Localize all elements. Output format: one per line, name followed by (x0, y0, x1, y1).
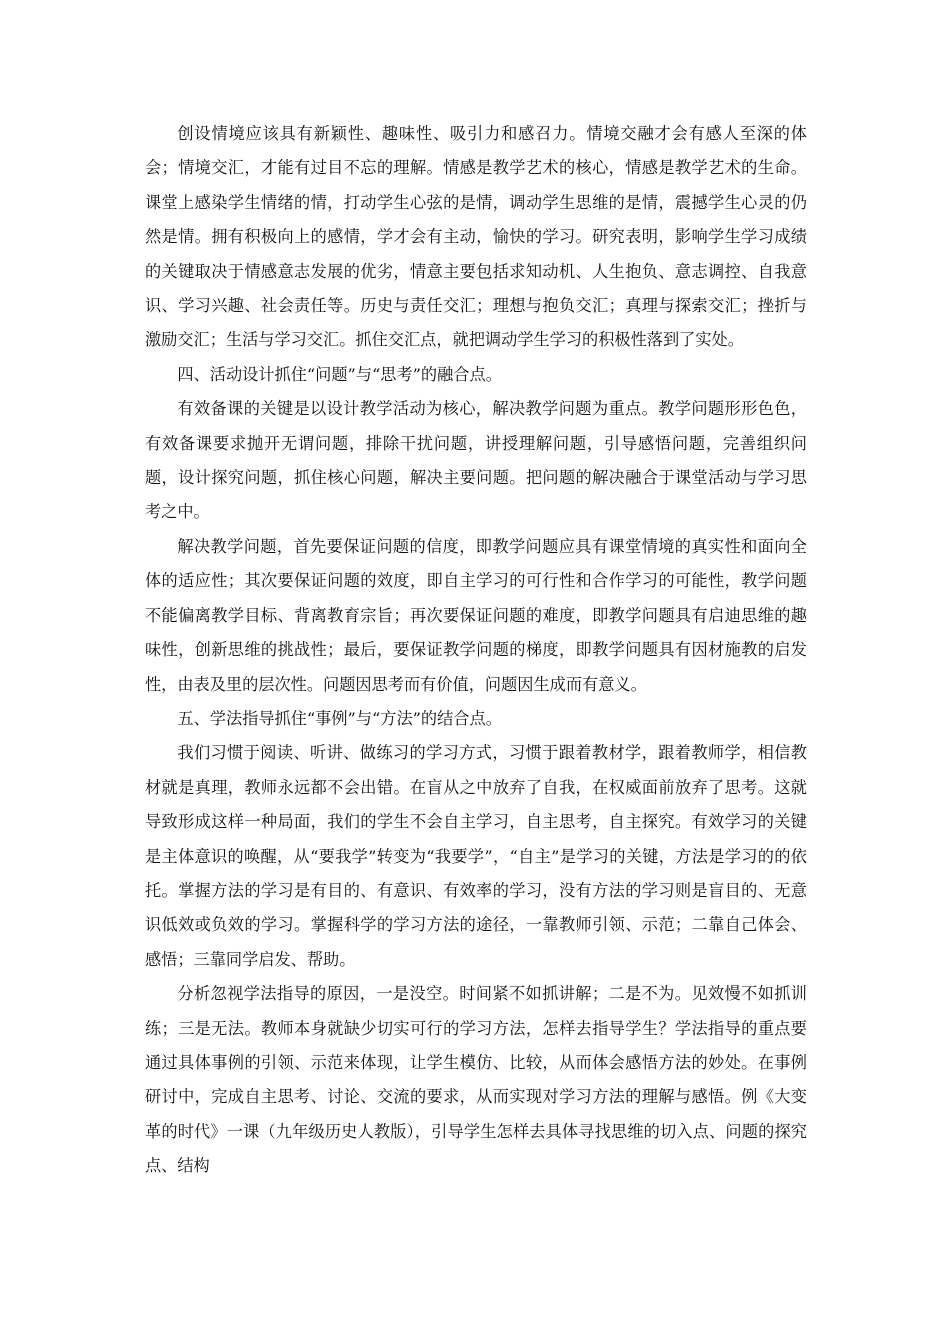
paragraph-solving-problems: 解决教学问题，首先要保证问题的信度，即教学问题应具有课堂情境的真实性和面向全体的适应性；其次要保证问题的效度，即自主学习的可行性和合作学习的可能性，教学问题不能偏离教学目标、背离教育宗旨；再次要保证问题的难度，即教学问题具有启迪思维的趣味性，创新思维的挑战性；最后，要保证教学问题的梯度，即教学问题具有因材施教的启发性，由表及里的层次性。问题因思考而有价值，问题因生成而有意义。 (145, 536, 807, 694)
paragraph-effective-lesson-prep: 有效备课的关键是以设计教学活动为核心，解决教学问题为重点。教学问题形形色色，有效备课要求抛开无谓问题，排除干扰问题，讲授理解问题，引导感悟问题，完善组织问题，设计探究问题，抓住核心问题，解决主要问题。把问题的解决融合于课堂活动与学习思考之中。 (145, 399, 807, 522)
paragraph-learning-habits: 我们习惯于阅读、听讲、做练习的学习方式，习惯于跟着教材学，跟着教师学，相信教材就是真理，教师永远都不会出错。在盲从之中放弃了自我，在权威面前放弃了思考。这就导致形成这样一种局面，我们的学生不会自主学习，自主思考，自主探究。有效学习的关键是主体意识的唤醒，从“要我学”转变为“我要学”，“自主”是学习的关键，方法是学习的的依托。掌握方法的学习是有目的、有意识、有效率的学习，没有方法的学习则是盲目的、无意识低效或负效的学习。掌握科学的学习方法的途径，一靠教师引领、示范；二靠自己体会、感悟；三靠同学启发、帮助。 (145, 743, 807, 969)
heading-section-four: 四、活动设计抓住“问题”与“思考”的融合点。 (177, 364, 502, 384)
paragraph-method-guidance: 分析忽视学法指导的原因，一是没空。时间紧不如抓讲解；二是不为。见效慢不如抓训练；三是无法。教师本身就缺少切实可行的学习方法，怎样去指导学生？学法指导的重点要通过具体事例的引领、示范来体现，让学生模仿、比较，从而体会感悟方法的妙处。在事例研讨中，完成自主思考、讨论、交流的要求，从而实现对学习方法的理解与感悟。例《大变革的时代》一课（九年级历史人教版），引导学生怎样去具体寻找思维的切入点、问题的探究点、结构 (145, 984, 807, 1176)
document-body (145, 117, 807, 1184)
heading-section-five: 五、学法指导抓住“事例”与“方法”的结合点。 (177, 708, 502, 728)
paragraph-emotion-situation: 创设情境应该具有新颖性、趣味性、吸引力和感召力。情境交融才会有感人至深的体会；情境交汇，才能有过目不忘的理解。情感是教学艺术的核心，情感是教学艺术的生命。课堂上感染学生情绪的情，打动学生心弦的是情，调动学生思维的是情，震撼学生心灵的仍然是情。拥有积极向上的感情，学才会有主动，愉快的学习。研究表明，影响学生学习成绩的关键取决于情感意志发展的优劣，情意主要包括求知动机、人生抱负、意志调控、自我意识、学习兴趣、社会责任等。历史与责任交汇；理想与抱负交汇；真理与探索交汇；挫折与激励交汇；生活与学习交汇。抓住交汇点，就把调动学生学习的积极性落到了实处。 (145, 124, 807, 350)
